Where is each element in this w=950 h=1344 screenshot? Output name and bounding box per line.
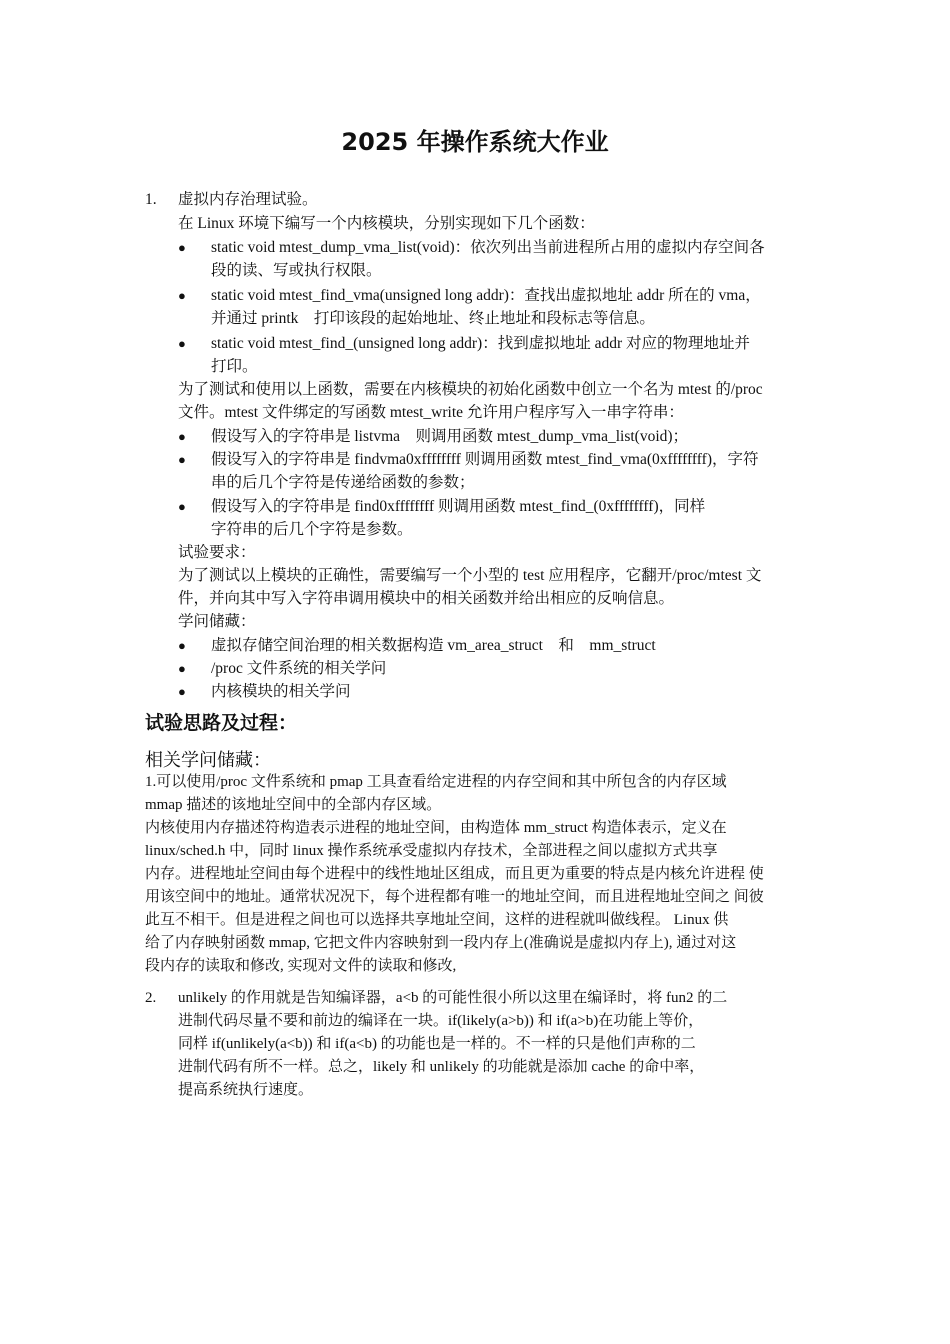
- text-line: 文件。mtest 文件绑定的写函数 mtest_write 允许用户程序写入一串字符串：: [178, 404, 684, 421]
- text-line: 串的后几个字符是传递给函数的参数；: [211, 474, 475, 491]
- function-item-3: [211, 332, 811, 378]
- text-line: mmap 描述的该地址空间中的全部内存区域。: [145, 797, 442, 813]
- text-line: linux/sched.h 中，同时 linux 操作系统承受虚拟内存技术，全部进程之间以虚拟方式共享: [145, 843, 718, 859]
- text-line: 并通过 printk 打印该段的起始地址、终止地址和段标志等信息。: [211, 310, 655, 327]
- proc-file-paragraph: [178, 378, 814, 424]
- document-title: 2025 年操作系统大作业: [341, 128, 609, 156]
- text-line: 假设写入的字符串是 findvma0xffffffff 则调用函数 mtest_find_vma(0xffffffff)，字符: [211, 451, 759, 468]
- text-line: 为了测试和使用以上函数，需要在内核模块的初始化函数中创立一个名为 mtest 的/proc: [178, 381, 763, 398]
- knowledge-item-2: /proc 文件系统的相关学问: [211, 660, 387, 677]
- bullet-icon: ●: [178, 240, 186, 255]
- text-line: 假设写入的字符串是 listvma 则调用函数 mtest_dump_vma_list(void)；: [211, 428, 689, 445]
- text-line: 同样 if(unlikely(a<b)) 和 if(a<b) 的功能也是一样的。不一样的只是他们声称的二: [178, 1036, 696, 1052]
- section-1-number: 1.: [145, 191, 157, 208]
- bullet-icon: ●: [178, 499, 186, 514]
- text-line: 段的读、写或执行权限。: [211, 262, 382, 279]
- text-line: 假设写入的字符串是 find0xffffffff 则调用函数 mtest_find_(0xffffffff)，同样: [211, 498, 706, 515]
- section-2-number: 2.: [145, 990, 157, 1006]
- knowledge-label: 学问储藏：: [178, 613, 256, 630]
- bullet-icon: ●: [178, 429, 186, 444]
- text-line: 段内存的读取和修改, 实现对文件的读取和修改,: [145, 958, 457, 974]
- bullet-icon: ●: [178, 684, 186, 699]
- text-line: 为了测试以上模块的正确性，需要编写一个小型的 test 应用程序，它翻开/proc/mtest 文: [178, 567, 762, 584]
- function-item-2: [211, 284, 811, 330]
- bullet-icon: ●: [178, 661, 186, 676]
- text-line: static void mtest_dump_vma_list(void)：依次列出当前进程所占用的虚拟内存空间各: [211, 239, 765, 256]
- text-line: 1.可以使用/proc 文件系统和 pmap 工具查看给定进程的内存空间和其中所包含的内存区域: [145, 774, 727, 790]
- section-2-text: [178, 987, 814, 1102]
- text-line: 内核使用内存描述符构造表示进程的地址空间，由构造体 mm_struct 构造体表示，定义在: [145, 820, 727, 836]
- text-line: unlikely 的作用就是告知编译器，a<b 的可能性很小所以这里在编译时，将 fun2 的二: [178, 990, 728, 1006]
- text-line: 提高系统执行速度。: [178, 1082, 314, 1098]
- function-item-1: [211, 236, 811, 282]
- text-line: 进制代码尽量不要和前边的编译在一块。if(likely(a>b)) 和 if(a>b)在功能上等价，: [178, 1013, 704, 1029]
- requirements-paragraph: [178, 564, 814, 610]
- text-line: 件，并向其中写入字符串调用模块中的相关函数并给出相应的反响信息。: [178, 590, 675, 607]
- section-1-heading: 虚拟内存治理试验。: [178, 191, 318, 208]
- text-line: 字符串的后几个字符是参数。: [211, 521, 413, 538]
- bullet-icon: ●: [178, 452, 186, 467]
- text-line: 内存。进程地址空间由每个进程中的线性地址区组成，而且更为重要的特点是内核允许进程 使: [145, 866, 764, 882]
- subheading-knowledge: 相关学问储藏：: [145, 750, 271, 770]
- text-line: 给了内存映射函数 mmap, 它把文件内容映射到一段内存上(准确说是虚拟内存上), 通过对这: [145, 935, 737, 951]
- text-line: 打印。: [211, 358, 258, 375]
- section-heading-process: 试验思路及过程：: [145, 712, 298, 734]
- case-item-3: [211, 495, 811, 541]
- text-line: 进制代码有所不一样。总之，likely 和 unlikely 的功能就是添加 cache 的命中率，: [178, 1059, 705, 1075]
- bullet-icon: ●: [178, 288, 186, 303]
- section-1-intro: 在 Linux 环境下编写一个内核模块，分别实现如下几个函数：: [178, 215, 595, 232]
- knowledge-item-3: 内核模块的相关学问: [211, 683, 351, 700]
- knowledge-paragraph: [145, 771, 813, 978]
- case-item-1: [211, 425, 811, 448]
- case-item-2: [211, 448, 811, 494]
- bullet-icon: ●: [178, 638, 186, 653]
- requirements-label: 试验要求：: [178, 544, 256, 561]
- bullet-icon: ●: [178, 336, 186, 351]
- text-line: 此互不相干。但是进程之间也可以选择共享地址空间，这样的进程就叫做线程。 Linux 供: [145, 912, 729, 928]
- text-line: static void mtest_find_(unsigned long addr)：找到虚拟地址 addr 对应的物理地址并: [211, 335, 750, 352]
- text-line: 用该空间中的地址。通常状况况下，每个进程都有唯一的地址空间，而且进程地址空间之 间彼: [145, 889, 764, 905]
- text-line: static void mtest_find_vma(unsigned long addr)：查找出虚拟地址 addr 所在的 vma，: [211, 287, 761, 304]
- knowledge-item-1: 虚拟存储空间治理的相关数据构造 vm_area_struct 和 mm_struct: [211, 637, 656, 654]
